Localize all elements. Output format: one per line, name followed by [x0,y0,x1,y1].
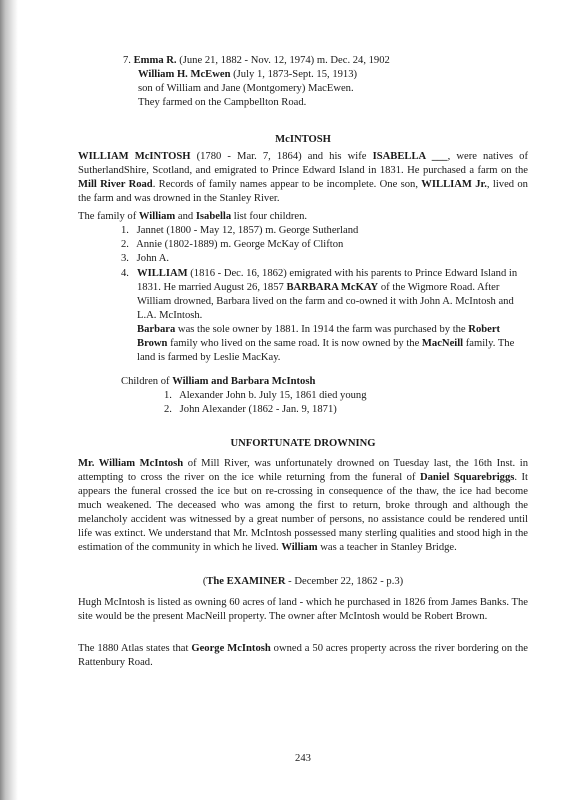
entry-number: 7. [123,55,131,66]
entry-married: m. Dec. 24, 1902 [316,55,390,66]
page-number: 243 [295,753,311,764]
person-robert-brown: Robert Brown [137,324,501,349]
list-item: 1. Alexander John b. July 15, 1861 died young [164,390,367,401]
section-heading-drowning: UNFORTUNATE DROWNING [230,438,376,449]
entry-line-4: They farmed on the Campbellton Road. [138,97,307,108]
entry-7 [123,54,503,110]
person-george-mcintosh: George McIntosh [191,643,271,654]
list-item: 3. John A. [121,253,170,264]
atlas-paragraph: The 1880 Atlas states that George McIntosh owned a 50 acres property across the river bordering on the Rattenbury Road. [78,643,528,668]
spouse-dates: (July 1, 1873-Sept. 15, 1913) [233,69,358,80]
section-heading-mcintosh: McINTOSH [275,134,331,145]
source-citation: (The EXAMINER - December 22, 1862 - p.3) [202,576,404,587]
list-item: 2. John Alexander (1862 - Jan. 9, 1871) [164,404,337,415]
newspaper-name: The EXAMINER [206,576,286,587]
person-daniel-squarebriggs: Daniel Squarebriggs [419,472,515,483]
person-william-teacher: William [281,542,318,553]
spouse-name: William H. McEwen [138,69,231,80]
list-item: 1. Jannet (1800 - May 12, 1857) m. George Sutherland [121,225,359,236]
family-macneill: MacNeill [421,338,464,349]
person-william-mcintosh: WILLIAM McINTOSH [78,151,191,162]
person-barbara: Barbara [137,324,176,335]
entry-line-3: son of William and Jane (Montgomery) MacEwen. [138,83,354,94]
mcintosh-paragraph: WILLIAM McINTOSH (1780 - Mar. 7, 1864) and his wife ISABELLA ___, were natives of SutherlandShire, Scotland, and emigrated to Prince Edward Island in 1831. He purchased a farm on the Mill River Road. Records of family names appear to be incomplete. One son, WILLIAM Jr., lived on the farm and was drowned in the Stanley River. [78,151,528,204]
child-4-entry: 4. WILLIAM (1816 - Dec. 16, 1862) emigrated with his parents to Prince Edward Island in 1831. He married August 26, 1857 BARBARA McKAY of the Wigmore Road. After William drowned, Barbara lived on the farm and co-owned it with John A. McIntosh and L.A. McIntosh. Barbara was the sole owner by 1881. In 1914 the farm was purchased by the Robert Brown family who lived on the same road. It is now owned by the MacNeill family. The land is farmed by Leslie MacKay. [121,268,518,363]
drowning-paragraph: Mr. William McIntosh of Mill River, was unfortunately drowned on Tuesday last, the 16th Inst. in attempting to cross the river on the ice while returning from the funeral of Daniel Squarebriggs. It appears the funeral crossed the ice but on re-crossing in consequence of the thaw, the ice had become much weakened. The deceased who was among the first to return, broke through and although the melancholy accident was witnessed by a great number of persons, no assistance could be rendered until life was extinct. We understand that Mr. McIntosh possessed many sterling qualities and stood high in the estimation of the community in which he lived. William was a teacher in Stanley Bridge. [78,458,528,553]
person-isabella: ISABELLA ___ [372,151,448,162]
children-list [121,224,501,266]
entry-name: Emma R. [133,55,177,66]
list-item: 2. Annie (1802-1889) m. George McKay of Clifton [121,239,344,250]
person-william-jr: WILLIAM Jr. [421,179,487,190]
document-page [78,0,528,800]
children2-list [164,389,514,417]
person-william: WILLIAM [137,268,188,279]
family-intro: The family of William and Isabella list four children. [78,211,308,222]
book-binding-shadow [0,0,18,800]
person-barbara-mckay: BARBARA McKAY [286,282,379,293]
children2-intro: Children of William and Barbara McIntosh [121,376,316,387]
place-mill-river-road: Mill River Road [78,179,153,190]
hugh-mcintosh-paragraph: Hugh McIntosh is listed as owning 60 acres of land - which he purchased in 1826 from James Banks. The site would be the present MacNeill property. The owner after McIntosh would be Robert Brown. [78,597,528,622]
person-mr-william-mcintosh: Mr. William McIntosh [78,458,184,469]
entry-dates: (June 21, 1882 - Nov. 12, 1974) [179,55,315,66]
